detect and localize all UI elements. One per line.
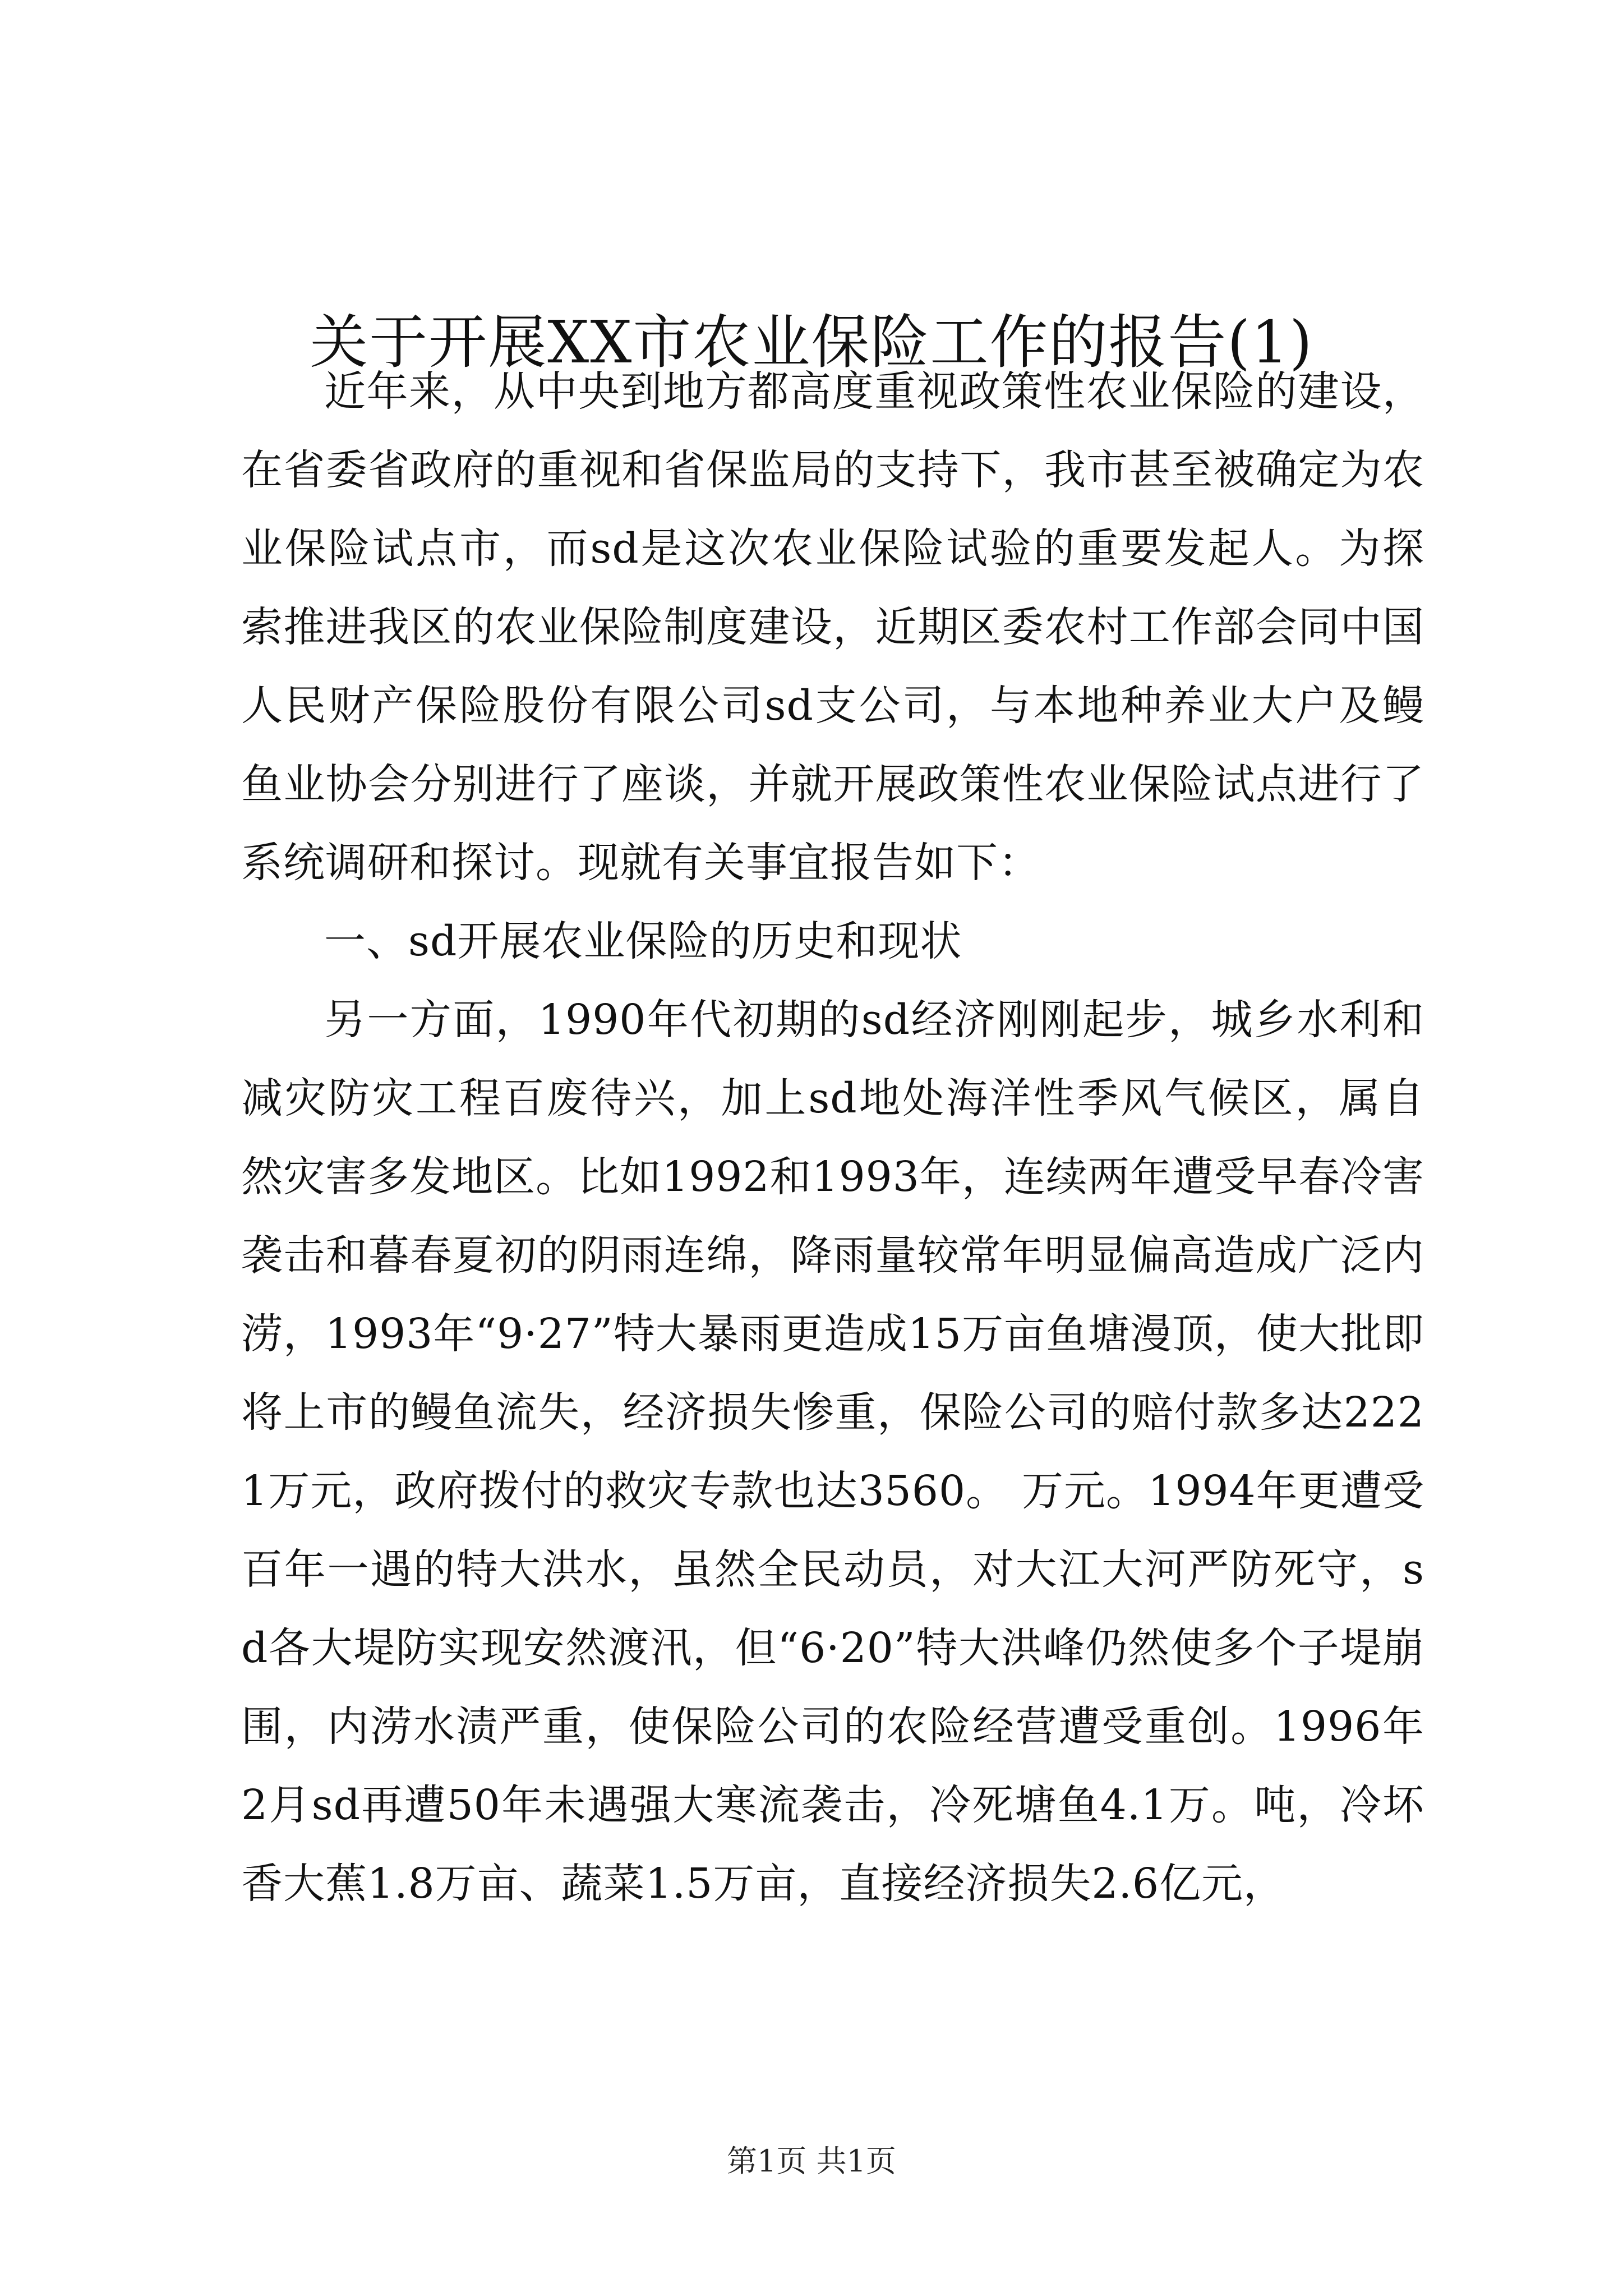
page-footer: 第1页 共1页 (727, 2143, 896, 2179)
paragraph-intro: 近年来，从中央到地方都高度重视政策性农业保险的建设，在省委省政府的重视和省保监局的支持下，我市甚至被确定为农业保险试点市，而sd是这次农业保险试验的重要发起人。为探索推进我区的农业保险制度建设，近期区委农村工作部会同中国人民财产保险股份有限公司sd支公司，与本地种养业大户及鳗鱼业协会分别进行了座谈，并就开展政策性农业保险试点进行了系统调研和探讨。现就有关事宜报告如下： (241, 367, 1424, 887)
document-body (241, 352, 1424, 1923)
section-heading: 一、sd开展农业保险的历史和现状 (324, 917, 962, 965)
paragraph-history: 另一方面，1990年代初期的sd经济刚刚起步，城乡水利和减灾防灾工程百废待兴，加上sd地处海洋性季风气候区，属自然灾害多发地区。比如1992和1993年，连续两年遭受早春冷害袭击和暮春夏初的阴雨连绵，降雨量较常年明显偏高造成广泛内涝，1993年“9·27”特大暴雨更造成15万亩鱼塘漫顶，使大批即将上市的鳗鱼流失，经济损失惨重，保险公司的赔付款多达2221万元，政府拨付的救灾专款也达3560。 万元。1994年更遭受百年一遇的特大洪水，虽然全民动员，对大江大河严防死守，sd各大堤防实现安然渡汛，但“6·20”特大洪峰仍然使多个子堤崩围，内涝水渍严重，使保险公司的农险经营遭受重创。1996年2月sd再遭50年未遇强大寒流袭击，冷死塘鱼4.1万。吨，冷坏香大蕉1.8万亩、蔬菜1.5万亩，直接经济损失2.6亿元， (241, 996, 1424, 1908)
document-title: 关于开展XX市农业保险工作的报告(1) (310, 307, 1313, 376)
